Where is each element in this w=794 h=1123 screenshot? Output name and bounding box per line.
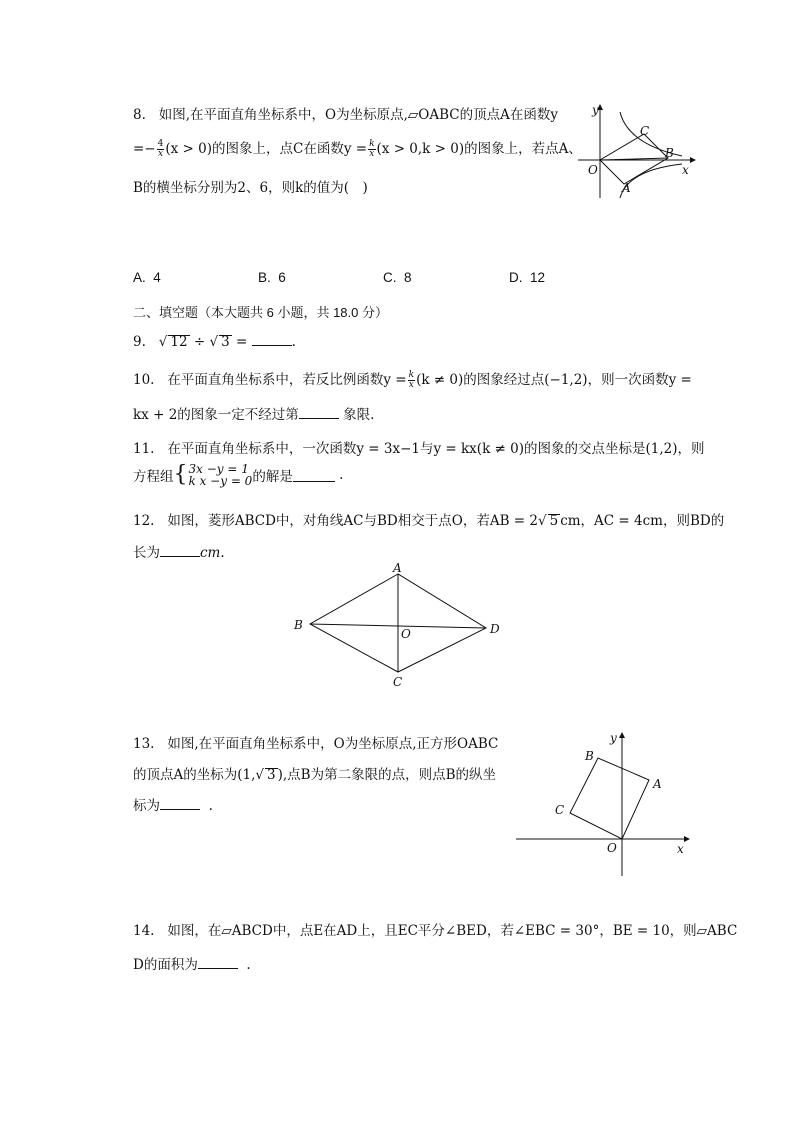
q9-radicand-3: 3 [221, 334, 230, 350]
q12-figure [285, 562, 515, 692]
q11-number: 11. [133, 441, 155, 457]
q8-option-b-label: B. [258, 270, 271, 285]
q11-end: . [339, 467, 344, 483]
q11-line2 [133, 463, 343, 487]
section-2-header: 二、填空题（本大题共 6 小题，共 18.0 分） [133, 305, 388, 320]
q12-line1 [133, 509, 724, 529]
q13-square [570, 758, 649, 839]
q8-option-c [383, 270, 412, 285]
q11-brace: { [173, 462, 188, 487]
q13-label-B: B [585, 749, 594, 763]
q12-number: 12. [133, 513, 155, 529]
q8-option-d-value: 12 [530, 270, 546, 285]
q14-line2-pre: D的面积为 [133, 957, 198, 973]
q8-option-b [258, 270, 286, 285]
q9-divide: ÷ [193, 334, 206, 350]
q9-answer-blank[interactable] [252, 333, 292, 346]
q11-line1 [133, 437, 705, 457]
q14-line2-post: . [246, 957, 251, 973]
q13-text-line1: 如图,在平面直角坐标系中，O为坐标原点,正方形OABC [167, 736, 499, 752]
q10-line2 [133, 403, 374, 423]
q11-line2-post: 的解是 [252, 469, 293, 485]
q13-number: 13. [133, 736, 155, 752]
q11-equation-1: 3x −y = 1 [188, 462, 249, 476]
q12-answer-blank[interactable] [160, 544, 200, 557]
q12-label-A: A [393, 562, 402, 575]
q8-option-d-label: D. [509, 270, 523, 285]
q14-answer-blank[interactable] [198, 956, 238, 969]
q10-number: 10. [133, 372, 155, 388]
q9-sqrt-12: √ 12 [158, 334, 188, 350]
q14-number: 14. [133, 923, 155, 939]
q13-line3-post: . [208, 798, 213, 814]
q13-line3 [133, 794, 213, 814]
q14-line2 [133, 953, 251, 973]
q13-y-arrow [619, 732, 625, 738]
q8-label-B: B [665, 146, 674, 160]
q8-fraction-1-numerator: 4 [157, 139, 164, 149]
q12-label-O: O [401, 627, 411, 641]
q8-option-c-label: C. [383, 270, 397, 285]
q8-label-C: C [640, 124, 650, 138]
q8-line1 [133, 103, 558, 123]
q8-option-a-value: 4 [153, 270, 161, 285]
q8-line3 [133, 176, 368, 196]
q9-number: 9. [133, 334, 146, 350]
q12-text-line1-post: cm，AC = 4cm，则BD的 [560, 513, 725, 529]
q10-answer-blank[interactable] [299, 406, 339, 419]
q8-fraction-1 [157, 140, 165, 159]
q8-option-a [133, 270, 161, 285]
q8-fraction-2 [368, 140, 375, 159]
q10-line2-pre: kx + 2的图象一定不经过第 [133, 407, 299, 423]
q8-label-x: x [682, 163, 689, 177]
q8-number: 8. [133, 107, 146, 123]
q10-line2-post: 象限. [343, 407, 375, 423]
q8-option-a-label: A. [133, 270, 146, 285]
q10-text-post: (k ≠ 0)的图象经过点(−1,2)，则一次函数y = [416, 372, 692, 388]
q8-text-line1: 如图,在平面直角坐标系中，O为坐标原点,▱OABC的顶点A在函数y [158, 107, 558, 123]
q8-option-c-value: 8 [404, 270, 412, 285]
q10-line1 [133, 368, 692, 390]
q12-label-D: D [490, 622, 500, 636]
q8-option-d [509, 270, 545, 285]
q13-answer-blank[interactable] [160, 797, 200, 810]
q14-line1 [133, 919, 737, 939]
q13-figure [512, 728, 697, 880]
q14-text-line1: 如图，在▱ABCD中，点E在AD上，且EC平分∠BED，若∠EBC = 30°，BE = 10，则▱ABC [167, 923, 738, 939]
q12-line2 [133, 541, 225, 561]
q8-fraction-1-denominator: x [157, 149, 164, 159]
q10-fraction-numerator: k [408, 370, 415, 380]
q8-text-line2-pre: =− [133, 141, 156, 157]
q8-text-line2-mid: (x > 0)的图象上，点C在函数y = [165, 141, 368, 157]
q8-text-line2-post: (x > 0,k > 0)的图象上，若点A、 [376, 141, 582, 157]
q8-option-b-value: 6 [278, 270, 286, 285]
q8-label-y: y [592, 103, 599, 117]
q12-label-B: B [294, 618, 303, 632]
q8-fraction-2-denominator: x [369, 149, 375, 159]
q8-fraction-2-numerator: k [369, 139, 375, 149]
q13-line2-pre: 的顶点A的坐标为(1, [133, 767, 256, 783]
q8-figure [572, 100, 702, 205]
q10-fraction [408, 371, 415, 390]
q10-fraction-denominator: x [408, 380, 414, 390]
q9-line [133, 333, 296, 350]
q9-sqrt-3: √ 3 [209, 334, 230, 350]
q10-text-pre: 在平面直角坐标系中，若反比例函数y = [167, 372, 407, 388]
q13-label-O: O [607, 841, 617, 855]
q12-line2-post: cm. [200, 545, 225, 561]
q12-label-C: C [393, 675, 403, 689]
q11-line2-pre: 方程组 [133, 469, 174, 485]
q11-equation-2: k x −y = 0 [188, 474, 253, 488]
q11-text-line1: 在平面直角坐标系中，一次函数y = 3x−1与y = kx(k ≠ 0)的图象的交点坐标是(1,2)，则 [167, 441, 705, 457]
q12-line2-pre: 长为 [133, 545, 160, 561]
q8-text-line3: B的横坐标分别为2、6，则k的值为( ) [133, 180, 368, 196]
q13-label-C: C [555, 803, 565, 817]
q13-line1 [133, 732, 498, 752]
q9-equals: = [235, 334, 248, 350]
q9-radicand-12: 12 [170, 334, 188, 350]
q13-line2 [133, 763, 496, 783]
q8-label-O: O [588, 163, 598, 177]
q13-sqrt-3: √ 3 [255, 767, 276, 783]
q13-label-y: y [610, 731, 617, 745]
q8-x-arrow [690, 157, 696, 163]
q13-radicand-3: 3 [267, 767, 276, 783]
q12-sqrt-5: √ 5 [537, 513, 559, 529]
q13-label-x: x [677, 842, 684, 856]
q13-label-A: A [653, 777, 662, 791]
q12-text-line1: 如图，菱形ABCD中，对角线AC与BD相交于点O，若AB = 2 [167, 513, 538, 529]
q12-radicand-5: 5 [549, 513, 559, 529]
q13-line3-pre: 标为 [133, 798, 160, 814]
q11-equation-system [189, 463, 253, 487]
q13-x-arrow [684, 836, 690, 842]
q13-line2-post: ),点B为第二象限的点，则点B的纵坐 [277, 767, 497, 783]
q8-label-A: A [622, 181, 631, 195]
q11-answer-blank[interactable] [293, 469, 335, 482]
q9-end: . [291, 334, 296, 350]
q8-line2 [133, 137, 582, 159]
